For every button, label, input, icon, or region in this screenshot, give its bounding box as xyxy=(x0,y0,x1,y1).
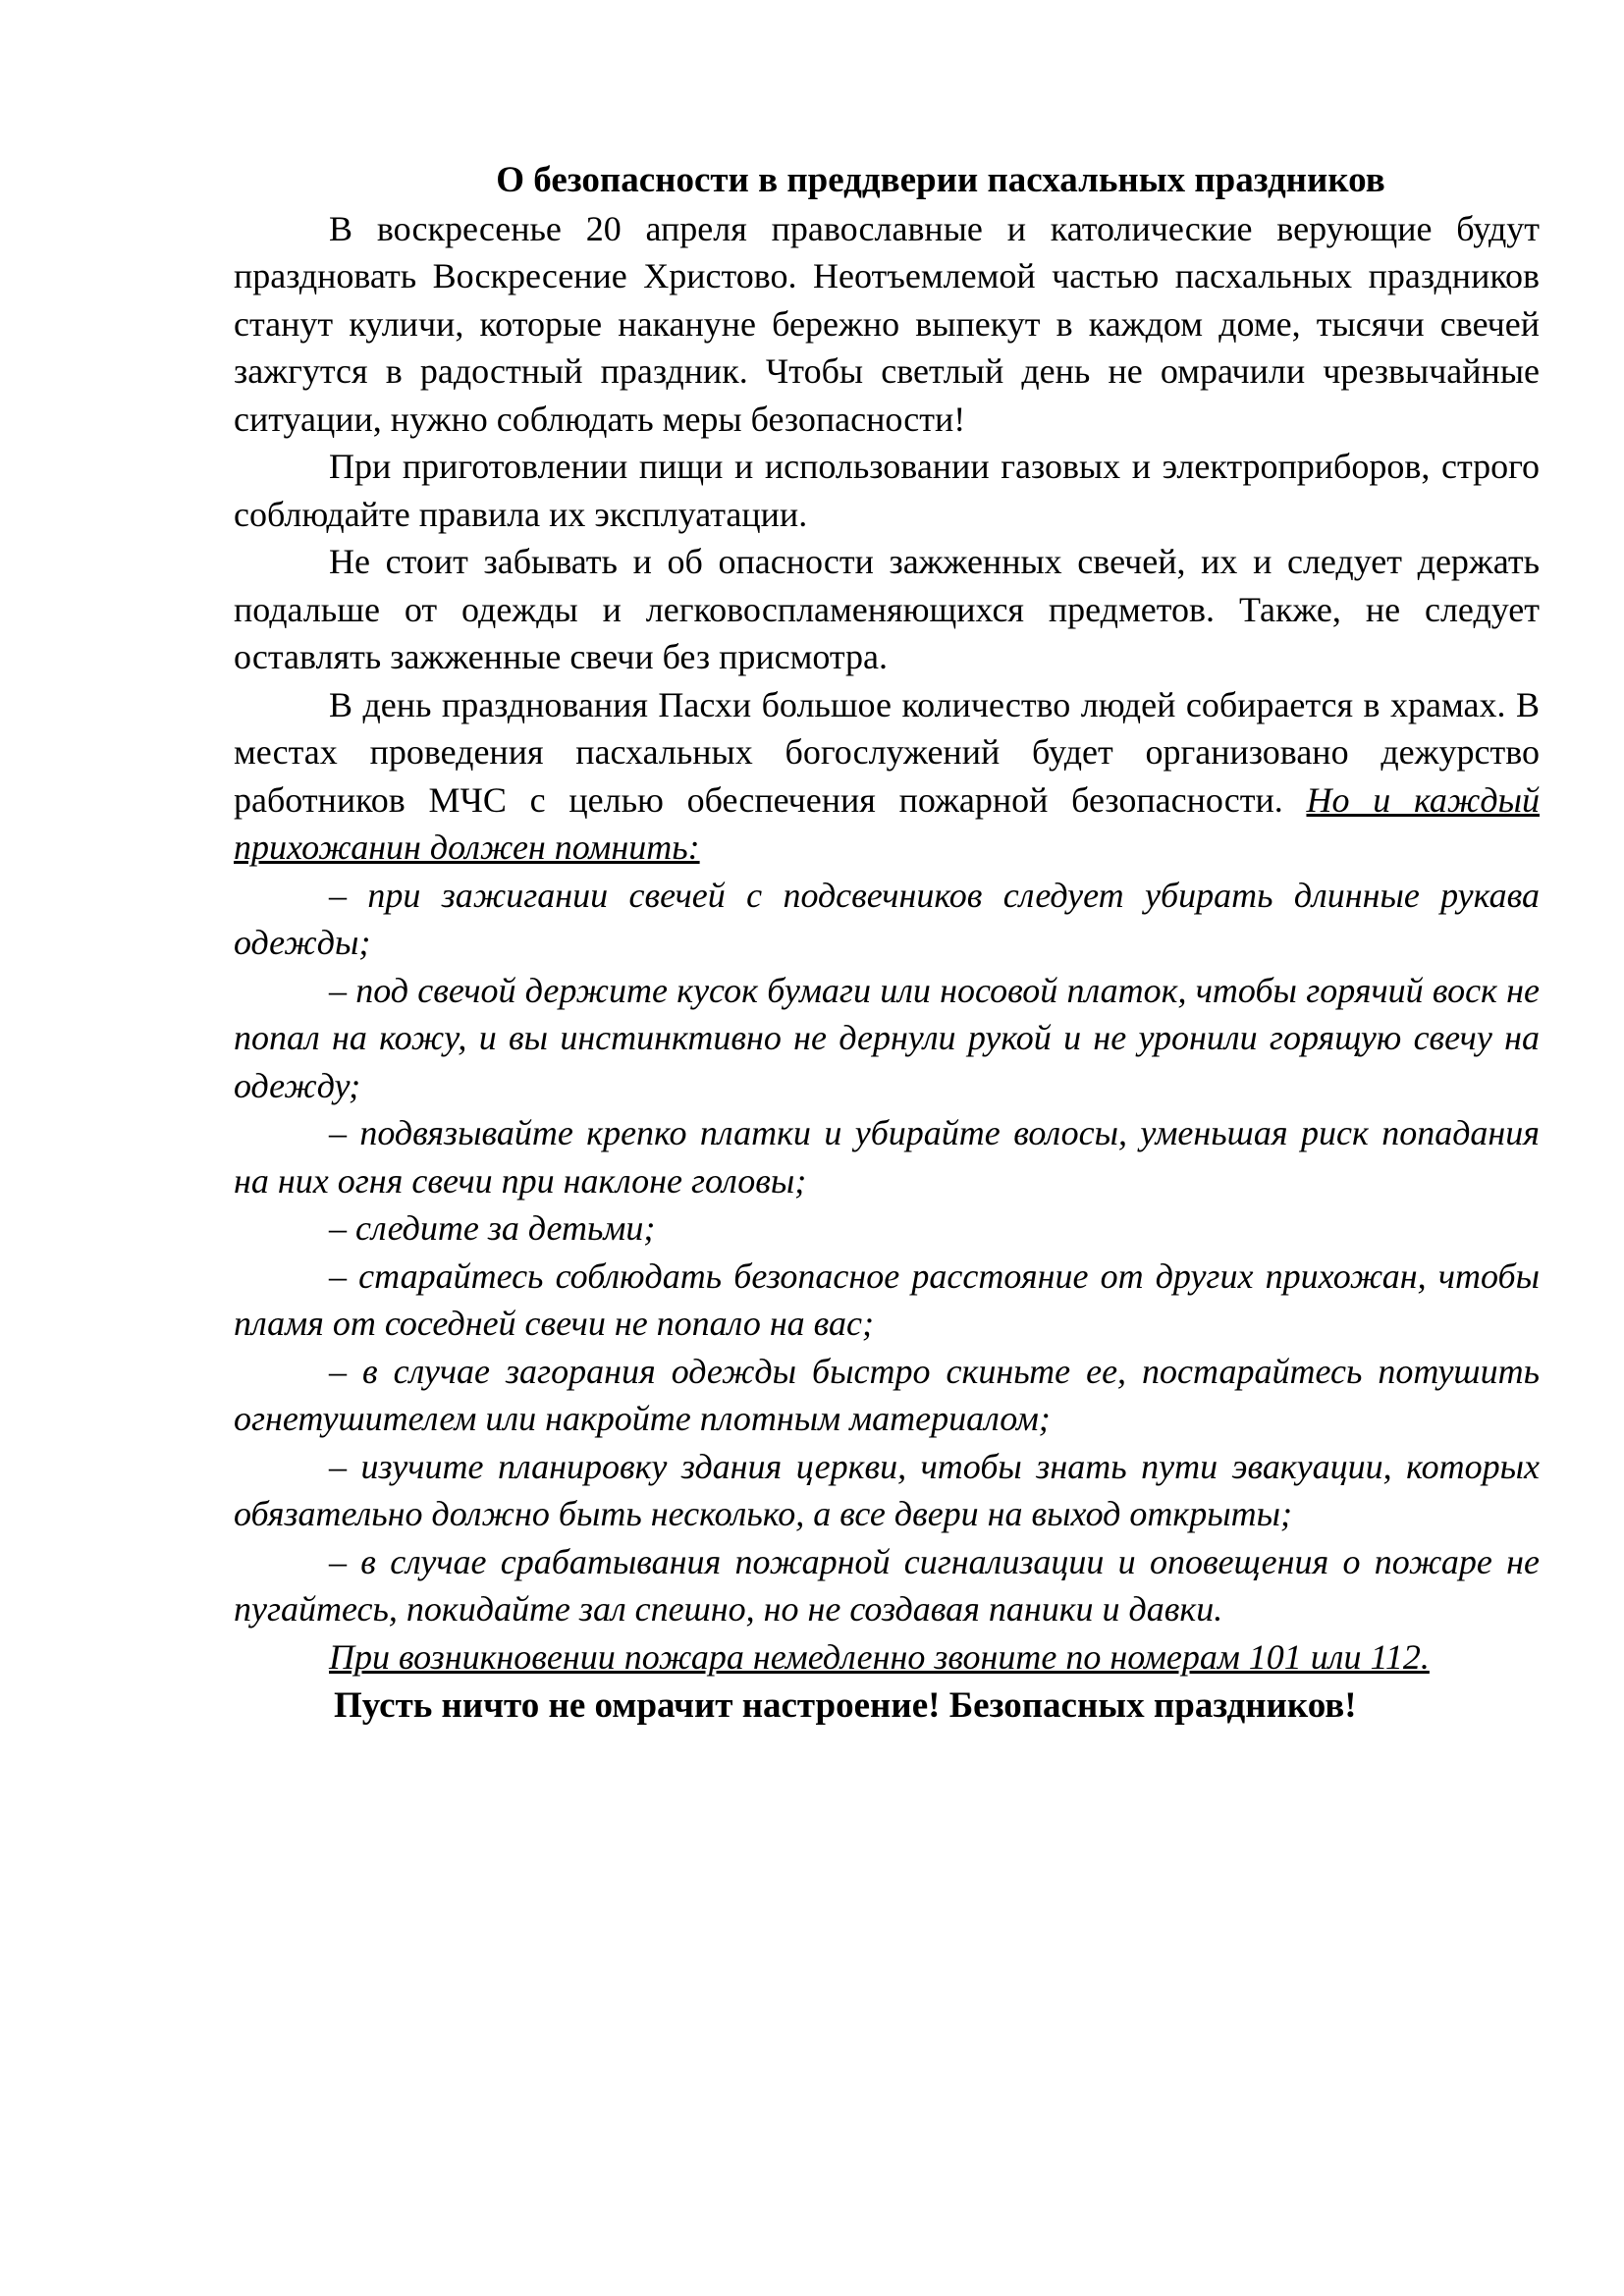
rule-item: – старайтесь соблюдать безопасное расстояние от других прихожан, чтобы пламя от соседней свечи не попало на вас; xyxy=(234,1255,1540,1343)
church-paragraph xyxy=(234,681,1540,872)
emergency-notice xyxy=(234,1633,1540,1682)
emergency-notice-text: При возникновении пожара немедленно звоните по номерам 101 или 112. xyxy=(329,1636,1430,1677)
church-paragraph-text: В день празднования Пасхи большое количество людей собирается в храмах. В местах проведения пасхальных богослужений будет организовано дежурство работников МЧС с целью обеспечения пожарной безопасности. xyxy=(234,684,1540,820)
rule-item: – изучите планировку здания церкви, чтобы знать пути эвакуации, которых обязательно должно быть несколько, а все двери на выход открыты; xyxy=(234,1446,1540,1533)
document-title: О безопасности в преддверии пасхальных праздников xyxy=(496,160,1385,200)
parishioner-reminder: Но и каждый прихожанин должен помнить: xyxy=(234,779,1540,867)
rule-item: – в случае срабатывания пожарной сигнализации и оповещения о пожаре не пугайтесь, покидайте зал спешно, но не создавая паники и давки. xyxy=(234,1541,1540,1629)
rule-item: – в случае загорания одежды быстро скиньте ее, постарайтесь потушить огнетушителем или накройте плотным материалом; xyxy=(234,1351,1540,1438)
intro-paragraph: В воскресенье 20 апреля православные и католические верующие будут праздновать Воскресение Христово. Неотъемлемой частью пасхальных праздников станут куличи, которые накануне бережно выпекут в каждом доме, тысячи свечей зажгутся в радостный праздник. Чтобы светлый день не омрачили чрезвычайные ситуации, нужно соблюдать меры безопасности! xyxy=(234,208,1540,439)
document-page xyxy=(234,157,1540,1731)
rule-item: – подвязывайте крепко платки и убирайте волосы, уменьшая риск попадания на них огня свечи при наклоне головы; xyxy=(234,1113,1540,1201)
closing-line: Пусть ничто не омрачит настроение! Безопасных праздников! xyxy=(334,1685,1357,1726)
rule-item: – под свечой держите кусок бумаги или носовой платок, чтобы горячий воск не попал на кожу, и вы инстинктивно не дернули рукой и не уронили горящую свечу на одежду; xyxy=(234,970,1540,1105)
candles-paragraph: Не стоит забывать и об опасности зажженных свечей, их и следует держать подальше от одежды и легковоспламеняющихся предметов. Также, не следует оставлять зажженные свечи без присмотра. xyxy=(234,542,1540,676)
rule-item: – при зажигании свечей с подсвечников следует убирать длинные рукава одежды; xyxy=(234,875,1540,962)
rule-item: – следите за детьми; xyxy=(329,1208,656,1248)
cooking-paragraph: При приготовлении пищи и использовании газовых и электроприборов, строго соблюдайте правила их эксплуатации. xyxy=(234,447,1540,534)
